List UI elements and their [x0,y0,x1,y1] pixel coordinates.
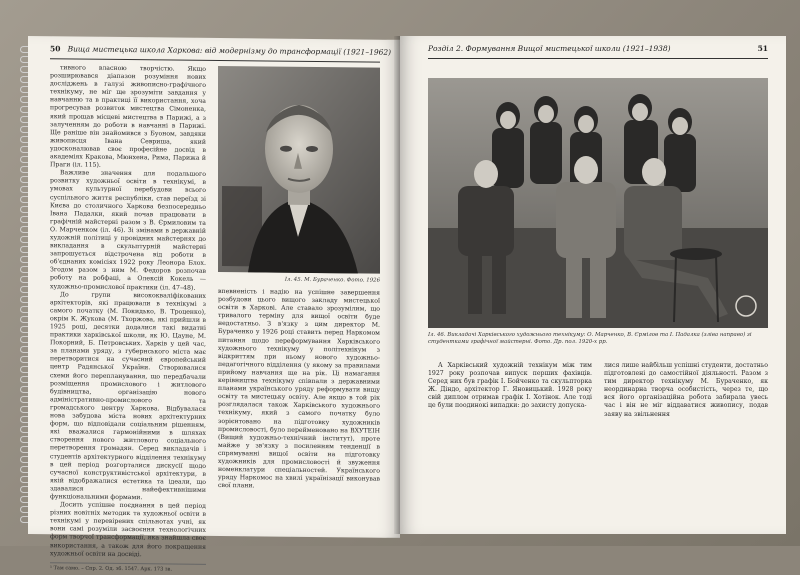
left-text-column-2 [218,288,380,530]
portrait-caption: Іл. 45. М. Бураченко. Фото. 1926 [284,276,380,284]
right-text-column-1 [428,362,592,522]
left-page-number: 50 [50,44,61,54]
left-text-column-1 [50,64,206,573]
left-header-title: Вища мистецька школа Харкова: від модернізму до трансформації (1921–1962) [67,44,392,57]
right-text-column-2 [604,362,768,522]
group-photo-caption: Іл. 46. Викладачі Харківського художнього технікуму: О. Марченко, В. Єрмілов та І. Падалка (зліва направо) зі студентками графічної майстерні. Фото. Др. пол. 1920-х рр. [428,332,752,345]
right-header-rule [428,58,768,59]
paragraph: А Харківський художній технікум між тим 1927 року розпочав випуск перших фахівців. Серед них був графік І. Бойченко та скульпторка Ж. Діндо, архітектор Г. Яновицький. 1928 року свій диплом отримав графік І. Хотінок. Але тоді це були поодинокі випадки: до захисту допуска- [428,362,592,410]
right-header-title: Розділ 2. Формування Вищої мистецької школи (1921–1938) [428,44,671,53]
paragraph: впевненість і надію на успішне завершення розбудови цього вищого закладу мистецької освіти в Харкові. Але ставало зрозумілим, що тривалого терміну для вищої освіти буде недостатньо. З в'язку з цим директор М. Бураченко у 1926 році ставить перед Наркомом питання щодо переформування Харківського художнього технікуму у політехнікум з відкриттям при ньому нового художньо-педагогічного відділення (у якому за правилами прийому навчання ще на рік. Ці намагання керівництва технікуму співпали з державними планами українського уряду реформувати вищу освіту та мистецьку освіту. Але якщо в той рік розглядалася також Харківського художнього технікуму, який з самого початку було зорієнтовано на підготовку художників промисловості, було перейменовано на ВХУТЕІН (Вищий художньо-технічний інститут), проте майже у зв'язку з посиленням тенденції в спрямуванні вищої освіти на підготовку художників для промисловості й звуження номенклатури спеціальностей. Українського уряду Наркомос на хвилі українізації виконував свої плани. [218,287,380,490]
left-page [28,36,400,573]
paragraph: лися лише найбільш успішні студенти, достатньо підготовлені до самостійної діяльності. Разом з тим директор технікуму М. Бураченко, як неординарна творча особистість, через те, що вся його організаційна робота забирала увесь час і він не міг віддаватися живопису, подав заяву на звільнення [604,362,768,418]
portrait-photo [218,66,380,274]
paragraph: До групи висококваліфікованих архітекторів, які працювали в технікумі з самого початку (М. Покидько, В. Троценко), окрім К. Жукова (М. Тхоржова, які прийшли в 1925 році, десятки додалися такі видатні практики харківської школи, як Ю. Цауне, М. Покорний, Б. Петровських. Харків у цей час, за планами уряду, з губернського міста має перетворитися на сучасний європейський центр Радянської України. Створювалися схеми його перепланування, що передбачали розміщення промислового і житлового будівництва, організацію нового адміністративно-промислового та громадського центру Харкова. Відбувалася нова забудова міста нових архітектурних форм, що відповідали соціальним рішенням, які вважалися гармонійними в шляхах створення нового житлового соціального перетворення громадян. Серед викладачів і студентів архітектурного відділення технікуму в цей період розгорталися дискусії щодо сучасної конструктивістської архітектури, в якій відображалися естетика та ідеали, що здавалися найефективнішими функціональними формами. [50,290,206,502]
group-photo [428,78,768,328]
footnote: ¹ Там само. – Спр. 2. Од. зб. 1547. Арк. 173 зв. [50,562,206,573]
paragraph: тивного власною творчістю. Якщо розширювався діапазон розуміння нових досліджень в галузі живописно-графічного технікуму, не міг ще зрозуміти завдання у навчанню та в практиці її використання, хоча прогресував розвиток мистецтва Сімоненка, який прощав місцеві мистецтва в Парижі, а з залученням до роботи в навчанні в Парижі. Ще раніше він знайомився з Буоном, завдяки живописця Івана Севриша, який удосконалював своє професійне досвід в академіях Кракова, Мюнхена, Рима, Парижа й Праги (іл. 115). [50,64,206,169]
paragraph: Важливе значення для подальшого розвитку художньої освіти в технікумі, в умовах культурної перебудови всього суспільного життя республіки, став переїзд зі Києва до столичного Харкова безпосередньо Івана Падалки, який почав працювати в графічній майстерні разом з В. Єрмиловим та О. Марченком (іл. 46). Зі змінами в державній художній політиці у провідних майстернях до викладання в скульптурній майстерні запрошується відстрочена від роботи в об'єднаних комісіях 1922 року Леонора Блох. Згодом разом з ним М. Федоров розпочав роботу на робфаці, а Олексій Кокель — художньо-промислової практики (іл. 47–48). [50,169,206,292]
right-page-number: 51 [757,44,768,53]
paragraph: Досить успішне поєднання в цей період різних новітніх методик та художньої освіти в технікумі у перевірених спільнотах учні, як вони самі розуміли засвоєння технологічних форм творчої трансформації, яка знайшла своє використання, а також для його покращення художньої освіти на досвіді. [50,501,206,558]
open-book [28,36,786,573]
right-page [400,36,786,534]
